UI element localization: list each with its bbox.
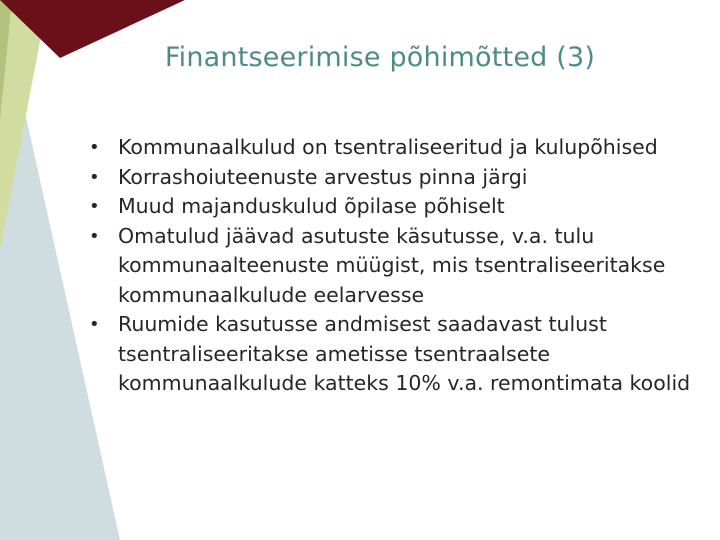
bullet-dot: • [89, 196, 100, 217]
bullet-list [86, 133, 696, 399]
bullet-text: Omatulud jäävad asutuste käsutusse, v.a. tulu kommunaalteenuste müügist, mis tsentraliseeritakse kommunaalkulude eelarvesse [118, 223, 666, 307]
bullet-item [86, 310, 696, 399]
bullet-text: Ruumide kasutusse andmisest saadavast tulust tsentraliseeritakse ametisse tsentraalsete kommunaalkulude katteks 10% v.a. remontimata koolid [118, 312, 691, 395]
slide-title: Finantseerimise põhimõtted (3) [164, 42, 596, 73]
bullet-item [86, 192, 696, 222]
bullet-text: Kommunaalkulud on tsentraliseeritud ja kulupõhised [118, 135, 658, 159]
bullet-text: Korrashoiuteenuste arvestus pinna järgi [118, 164, 528, 189]
bullet-dot: • [89, 225, 100, 247]
bullet-item [86, 222, 696, 311]
bullet-dot: • [89, 137, 100, 158]
bullet-dot: • [89, 314, 100, 335]
bullet-item [86, 133, 696, 163]
bullet-dot: • [89, 166, 100, 188]
bullet-text: Muud majanduskulud õpilase põhiselt [118, 194, 505, 218]
bullet-item [86, 163, 696, 193]
